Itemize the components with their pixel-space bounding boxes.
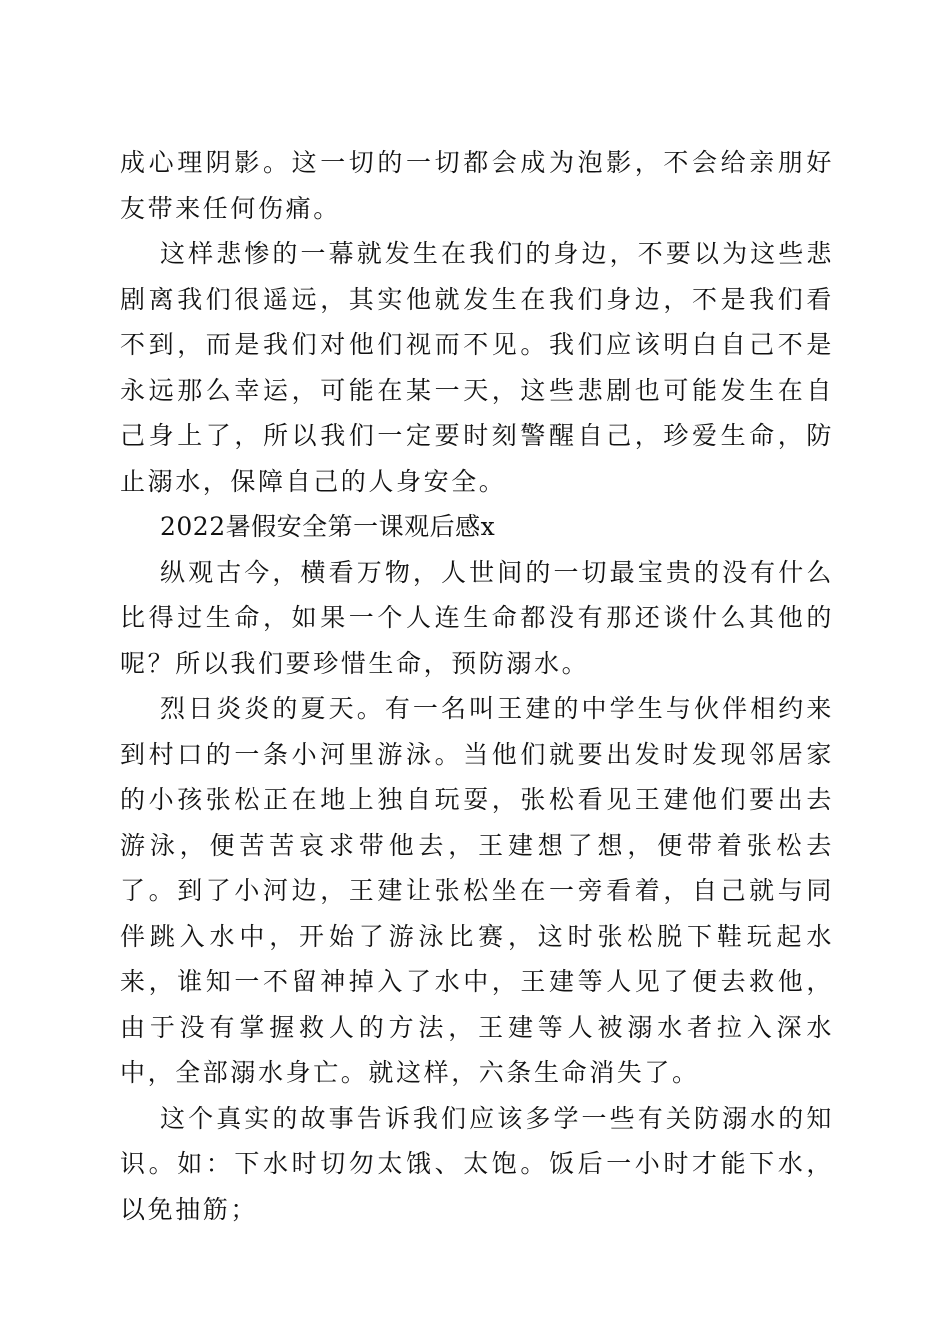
paragraph-safety-tips: 这个真实的故事告诉我们应该多学一些有关防溺水的知识。如：下水时切勿太饿、太饱。饭后一小时才能下水，以免抽筋； [120, 1103, 834, 1224]
paragraph-continuation: 成心理阴影。这一切的一切都会成为泡影，不会给亲朋好友带来任何伤痛。 [120, 148, 834, 223]
document-body [120, 140, 834, 1232]
paragraph-drowning-story: 烈日炎炎的夏天。有一名叫王建的中学生与伙伴相约来到村口的一条小河里游泳。当他们就要出发时发现邻居家的小孩张松正在地上独自玩耍，张松看见王建他们要出去游泳，便苦苦哀求带他去，王建想了想，便带着张松去了。到了小河边，王建让张松坐在一旁看着，自己就与同伴跳入水中，开始了游泳比赛，这时张松脱下鞋玩起水来，谁知一不留神掉入了水中，王建等人见了便去救他，由于没有掌握救人的方法，王建等人被溺水者拉入深水中，全部溺水身亡。就这样，六条生命消失了。 [120, 694, 834, 1087]
paragraph-value-of-life: 纵观古今，横看万物，人世间的一切最宝贵的没有什么比得过生命，如果一个人连生命都没有那还谈什么其他的呢？所以我们要珍惜生命，预防溺水。 [120, 557, 834, 678]
section-heading: 2022暑假安全第一课观后感x [160, 512, 496, 541]
paragraph-tragedy-reflection: 这样悲惨的一幕就发生在我们的身边，不要以为这些悲剧离我们很遥远，其实他就发生在我们身边，不是我们看不到，而是我们对他们视而不见。我们应该明白自己不是永远那么幸运，可能在某一天，这些悲剧也可能发生在自己身上了，所以我们一定要时刻警醒自己，珍爱生命，防止溺水，保障自己的人身安全。 [120, 239, 834, 496]
